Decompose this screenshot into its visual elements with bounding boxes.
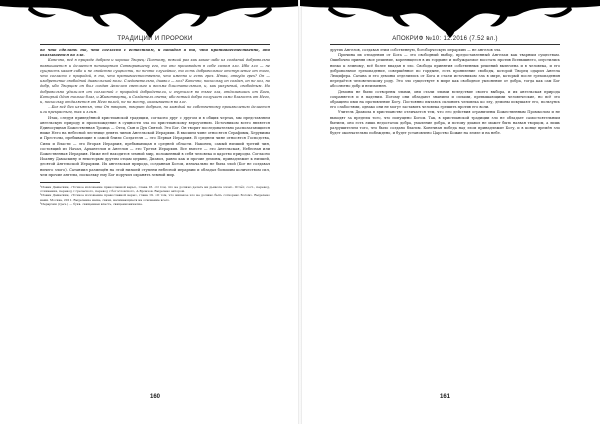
block-quote: …Бог всё без изъятья, что Он творит, творит добрым, но каждый по собственному произволению делается или прекрасным, так и злым. <box>40 105 270 115</box>
footnotes <box>40 185 270 206</box>
page-number: 160 <box>149 394 160 400</box>
body-paragraph: Учитель Диавола в христианстве отличается тем, что его действия ограничены Божественным Промыслом и не выходят за пределы того, что попущено Богом. Так, в христианской традиции зло не обладает самостоятельным бытием, оно есть лишь недостаток добра, умаление добра, и потому диавол не может быть назван творцом, а лишь разрушителем того, что было создано благим. Конечная победа над злом принадлежит Богу, и в конце времён зло будет окончательно побеждено, и будет установлено Царство Божие на земле и на небе. <box>330 110 560 136</box>
running-header: АПОКРИФ №10: 12.2016 (7.52 вл.) <box>330 36 560 45</box>
opening-bold-text: во что сделать то, что согласно с естеством, и попадая в то, что противоестественно, оно оказывается во зле. <box>40 48 270 58</box>
text-column <box>330 48 560 136</box>
right-page <box>300 0 600 424</box>
opening-italic-text: Конечно, всё в природе добром и хорошо Творец: Поэтому, всякий раз как какое-либо из созданий добровольно возвышается и делается непокорным Сотворившему его, то оно производит в себе самом зло. Ибо зло — не сущность какая-либо и не свойство сущности, но нечто случайное, то есть добровольное отступление от того, что согласно с природой, в то, что противоестественно, что именно и есть грех. Итак, откуда грех? Он — изобретение свободной диавольской воли. Следовательно, диавол — зол? Конечно, поскольку он создан, он не зол, но добр, ибо Творцом он был создан Ангелом светлым и весьма блистательным, и, как разумный, свободным. Но добровольно удалился от согласной с природой добродетели, и очутился во тьме зла, отдалившись от Бога, Который Один только благ, и Животворящ, и Создатель света; ибо всякий добро получает само благость от Него, и, поскольку отдаляется от Него волей, не по месту, оказывается во зле. <box>40 58 270 105</box>
running-header: ТРАДИЦИИ И ПРОРОКИ <box>40 36 270 45</box>
footnote-rule <box>40 182 100 183</box>
body-paragraph: других Ангелов, создавая этим собственную, богоборческую иерархию — не ангелов зла. <box>330 48 502 52</box>
footnote: ³Иерархия (греч.) — букв. священная власть, священноначалие. <box>40 201 143 206</box>
page-number: 161 <box>439 394 450 400</box>
body-paragraph: Итак, следуя приведённой христианской традиции, согласно друг с другом и в общих чертах, мы представляем ангельскую природу и происхождение в сущности зла по христианскому вероучению. Источником всего является Единосущная Божественная Троица — Отец, Сын и Дух Святой. Это Бог. Он творит последовательно располагающиеся ниже Него на небесной лестнице девять чинов Ангельской Иерархии. В высшем чине относятся Серафимы, Херувимы и Престолы, пребывающие в самой близи Создателя — это Первая Иерархия. В среднем чине относятся Господства, Силы и Власти — это Вторая Иерархия, пребывающая в средней области. Наконец, самый низший третий чин, состоящий из Начал, Архангелов и Ангелов — это Третья Иерархия. Все вместе — это Ангельская, Небесная или Божественная Иерархия. Ниже неё находится земной мир, положенный в себя человека и царство природы. Согласно Иоанну Дамаскину и некоторым другим отцам церкви, Диавол, равно как и прочие демоны, принадлежит к низшей, десятой Ангельской Иерархии. Их ангельская природа, созданная Богом, изначально не была злой (Бог не создавал ничего злого). Сатаниил размещён на этой низшей ступени небесной иерархии и обладал большим количеством сил, чем прочие ангелы, поскольку ему Бог поручил охранять земной мир. <box>40 115 270 177</box>
body-paragraph: Причина их отпадения от Бога — это свободный выбор, предоставленный Ангелам как тварным существам. Ошибочно приняв свое решение, коренящееся в их гордыне и побуждаемое восстать против Всевышнего, опустились низко к земному, всё более впадая в зло. Свобода принятия собственных решений включена и в человека, и его добровольное грехопадение, совершённое по гордыне, есть проявление свободы, которой Творец одарил Ангела Люцифера. Сатана и его демоны отделились от Бога и стали источником зла в мире, который после грехопадения передаётся человеческому роду. Это зло существует в мире как свободное уклонение от добра, тогда как сам Бог абсолютно добр и неизменен. <box>330 53 560 89</box>
footnote: ²Иоанн Дамаскин, «Точное изложение православной веры», глава 19. «О том, что никакое зло не должно быть сотворено Богом». Выделено нами. Москва, 2011. Выделение наше, связи, начинающиеся на основание всего. <box>40 193 270 202</box>
body-paragraph: Демоны не были сотворены злыми, они стали злыми вследствие своего выбора, и их ангельская природа сохраняется и в падении. Потому они обладают знанием и силами, превышающими человеческие, но всё это обращено ими на противление Богу. Постоянно пытаясь склонить человека ко злу, демоны искушают его, пользуясь его слабостями, однако они не могут заставить человека грешить против его воли. <box>330 89 560 110</box>
text-column <box>40 48 270 206</box>
footnote: ¹Иоанн Дамаскин, «Точное изложение православной веры», глава 16. «О том, что не должно делать ни дьявола злом». Отчёт, сост., перевод, сочинения, перевод с греческого, перевод с богословского, А.Бронзов. Выделено автором. <box>40 185 270 194</box>
